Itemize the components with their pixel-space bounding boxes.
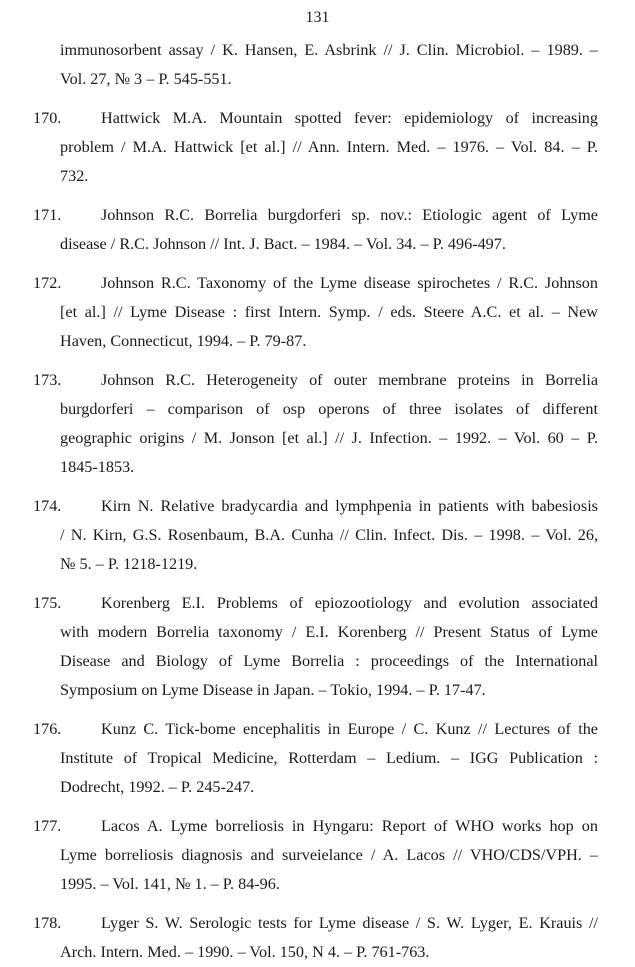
reference-entry: [33, 269, 598, 356]
reference-line: Johnson R.C. Borrelia burgdorferi sp. nov.: Etiologic agent of Lyme: [101, 206, 598, 224]
reference-line: Kirn N. Relative bradycardia and lymphpenia in patients with babesiosis: [101, 497, 598, 515]
reference-line: problem / M.A. Hattwick [et al.] // Ann. Intern. Med. – 1976. – Vol. 84. – P.: [60, 138, 598, 156]
reference-line: 732.: [60, 167, 89, 185]
reference-entry: [33, 812, 598, 899]
reference-line: [et al.] // Lyme Disease : first Intern. Symp. / eds. Steere A.C. et al. – New: [60, 303, 598, 321]
reference-line: disease / R.C. Johnson // Int. J. Bact. – 1984. – Vol. 34. – P. 496-497.: [60, 235, 506, 253]
reference-line: Institute of Tropical Medicine, Rotterdam – Ledium. – IGG Publication :: [60, 749, 598, 767]
reference-number: 173.: [33, 371, 62, 389]
reference-entry: [33, 589, 598, 705]
reference-number: 176.: [33, 720, 62, 738]
reference-line: Kunz C. Tick-bome encephalitis in Europe / C. Kunz // Lectures of the: [101, 720, 598, 738]
reference-number: 178.: [33, 914, 62, 932]
reference-number: 174.: [33, 497, 62, 515]
reference-line: Johnson R.C. Taxonomy of the Lyme disease spirochetes / R.C. Johnson: [101, 274, 598, 292]
reference-line: with modern Borrelia taxonomy / E.I. Korenberg // Present Status of Lyme: [60, 623, 598, 641]
reference-line: Lyme borreliosis diagnosis and surveielance / A. Lacos // VHO/CDS/VPH. –: [60, 846, 598, 864]
reference-continuation: [60, 36, 598, 94]
reference-line: Haven, Connecticut, 1994. – P. 79-87.: [60, 332, 307, 350]
reference-line: 1845-1853.: [60, 458, 135, 476]
reference-entry: [33, 909, 598, 967]
reference-line: Hattwick M.A. Mountain spotted fever: epidemiology of increasing: [101, 109, 598, 127]
reference-line: geographic origins / M. Jonson [et al.] // J. Infection. – 1992. – Vol. 60 – P.: [60, 429, 598, 447]
reference-line: Johnson R.C. Heterogeneity of outer membrane proteins in Borrelia: [101, 371, 598, 389]
reference-number: 172.: [33, 274, 62, 292]
reference-line: 1995. – Vol. 141, № 1. – P. 84-96.: [60, 875, 280, 893]
reference-line: Lacos A. Lyme borreliosis in Hyngaru: Report of WHO works hop on: [101, 817, 598, 835]
reference-line: Symposium on Lyme Disease in Japan. – Tokio, 1994. – P. 17-47.: [60, 681, 486, 699]
reference-entry: [33, 715, 598, 802]
reference-entry: [33, 104, 598, 191]
reference-number: 177.: [33, 817, 62, 835]
page-number: 131: [305, 9, 330, 26]
reference-number: 170.: [33, 109, 62, 127]
reference-list: [33, 36, 598, 967]
reference-line: № 5. – P. 1218-1219.: [60, 555, 198, 573]
reference-entry: [33, 366, 598, 482]
reference-line: burgdorferi – comparison of osp operons of three isolates of different: [60, 400, 598, 418]
reference-line: Disease and Biology of Lyme Borrelia : proceedings of the International: [60, 652, 598, 670]
reference-number: 171.: [33, 206, 62, 224]
reference-line: Vol. 27, № 3 – P. 545-551.: [60, 70, 232, 88]
reference-line: Korenberg E.I. Problems of epiozootiology and evolution associated: [101, 594, 598, 612]
reference-number: 175.: [33, 594, 62, 612]
reference-line: / N. Kirn, G.S. Rosenbaum, B.A. Cunha // Clin. Infect. Dis. – 1998. – Vol. 26,: [60, 526, 598, 544]
reference-line: Lyger S. W. Serologic tests for Lyme disease / S. W. Lyger, E. Krauis //: [101, 914, 598, 932]
reference-line: Dodrecht, 1992. – P. 245-247.: [60, 778, 255, 796]
reference-entry: [33, 492, 598, 579]
reference-line: Arch. Intern. Med. – 1990. – Vol. 150, N 4. – P. 761-763.: [60, 943, 430, 961]
reference-entry: [33, 201, 598, 259]
reference-line: immunosorbent assay / K. Hansen, E. Asbrink // J. Clin. Microbiol. – 1989. –: [60, 41, 598, 59]
